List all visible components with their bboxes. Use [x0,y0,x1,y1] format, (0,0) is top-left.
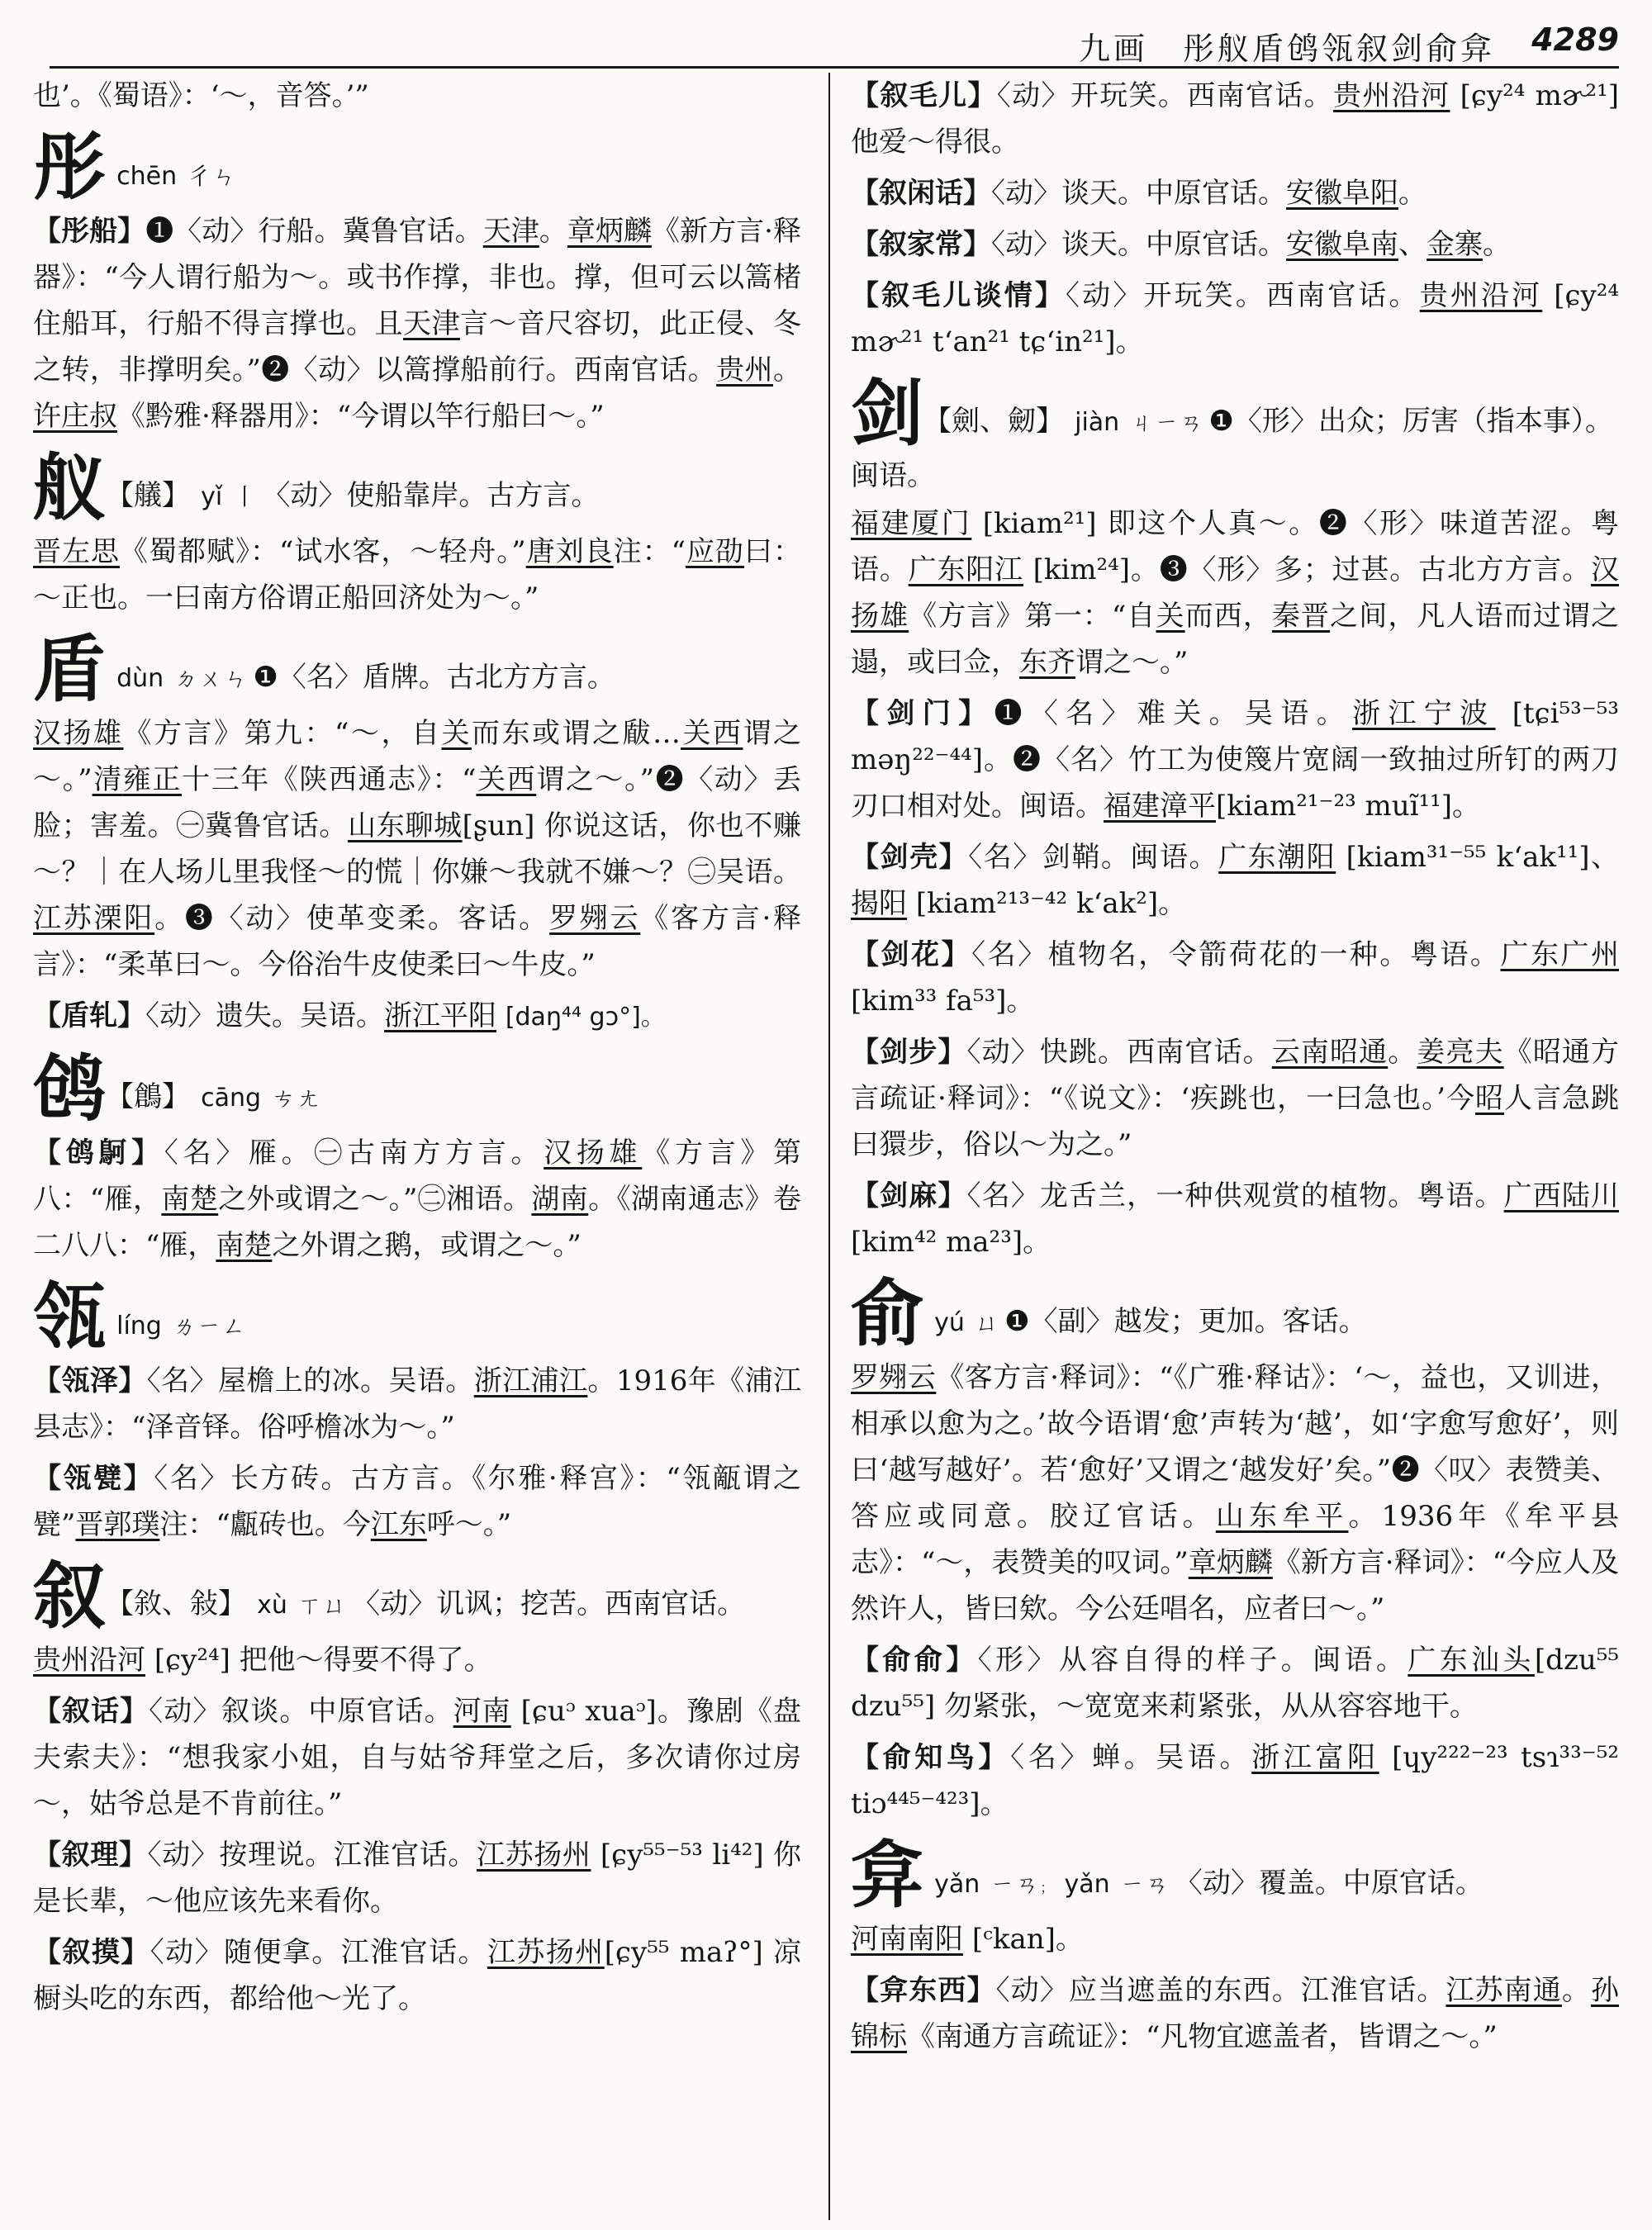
entry-yuyu: 【俞俞】〈形〉从容自得的样子。闽语。广东汕头[dzu⁵⁵ dzu⁵⁵] 勿紧张，～宽宽来莉紧张，从从容容地干。 [851,1644,1619,1723]
headword-yi: 舣【艤】 yǐ 丨 〈动〉使船靠岸。古方言。 [33,444,600,530]
headword-chen: 彤 chēn 彳ㄣ [33,124,238,210]
entry-jianke: 【剑壳】〈名〉剑鞘。闽语。广东潮阳 [kiam³¹⁻⁵⁵ kʻak¹¹]、揭阳 [kiam²¹³⁻⁴² kʻak²]。 [851,841,1619,920]
entry-dunya: 【盾轧】〈动〉遗失。吴语。浙江平阳 [daŋ⁴⁴ gɔ°]。 [33,999,666,1032]
page-header [50,12,1619,69]
entry-chenchuan: 【彤船】❶〈动〉行船。冀鲁官话。天津。章炳麟《新方言·释器》：“今人谓行船为～。或书作撑，非也。撑，但可云以篙楮住船耳，行船不得言撑也。且天津言～音尺容切，此正侵、冬之转，非撑明矣。”❷〈动〉以篙撑船前行。西南官话。贵州。许庄叔《黔雅·释器用》：“今谓以竿行船曰～。” [33,215,801,433]
entry-yu-text: 罗翙云《客方言·释词》：“《广雅·释诂》：‘～，益也，又训进，相承以愈为之。’故今语谓‘愈’声转为‘越’，如‘字愈写愈好’，则曰‘越写越好’。若‘愈好’又谓之‘越发好’矣。”❷〈叹〉表赞美、答应或同意。胶辽官话。山东牟平。1936年《牟平县志》：“～，表赞美的叹词。”章炳麟《新方言·释词》：“今应人及然许人，皆曰欸。今公廷唱名，应者曰～。” [851,1361,1619,1625]
entry-yan-text: 河南南阳 [ᶜkan]。 [851,1923,1084,1956]
entry-cangge: 【鸧鴚】〈名〉雁。㊀古南方方言。汉扬雄《方言》第八：“雁，南楚之外或谓之～。”㊁湘语。湖南。《湖南通志》卷二八八：“雁，南楚之外谓之鹅，或谓之～。” [33,1136,801,1262]
headword-jian: 剑【劍、劒】 jiàn ㄐㄧㄢ ❶〈形〉出众；厉害（指本事）。闽语。 [851,370,1613,492]
headword-xu: 叙【敘、敍】 xù ㄒㄩ 〈动〉讥讽；挖苦。西南官话。 [33,1553,746,1639]
header-section-title: 九画 彤舣盾鸧瓴叙剑俞弇 [1078,31,1495,67]
headword-ling: 瓴 líng ㄌㄧㄥ [33,1274,247,1359]
entry-xumo: 【叙摸】〈动〉随便拿。江淮官话。江苏扬州[ɕy⁵⁵ maʔ°] 凉橱头吃的东西，都给他～光了。 [33,1936,801,2015]
headword-yu: 俞 yú ㄩ ❶〈副〉越发；更加。客话。 [851,1270,1367,1356]
entry-xuli: 【叙理】〈动〉按理说。江淮官话。江苏扬州 [ɕy⁵⁵⁻⁵³ li⁴²] 你是长辈，～他应该先来看你。 [33,1839,801,1918]
entry-jianma: 【剑麻】〈名〉龙舌兰，一种供观赏的植物。粤语。广西陆川 [kim⁴² ma²³]。 [851,1179,1619,1259]
entry-lingpi: 【瓴甓】〈名〉长方砖。古方言。《尔雅·释宫》：“瓴甋谓之甓”晋郭璞注：“甗砖也。今江东呼～。” [33,1462,801,1541]
entry-xumaoer: 【叙毛儿】〈动〉开玩笑。西南官话。贵州沿河 [ɕy²⁴ mɚ²¹] 他爱～得很。 [851,79,1619,159]
entry-jian-text: 福建厦门 [kiam²¹] 即这个人真～。❷〈形〉味道苦涩。粤语。广东阳江 [kim²⁴]。❸〈形〉多；过甚。古北方方言。汉扬雄《方言》第一：“自关而西，秦晋之间，凡人语而过谓之遢，或曰佥，东齐谓之～。” [851,507,1619,679]
entry-lingze: 【瓴泽】〈名〉屋檐上的冰。吴语。浙江浦江。1916年《浦江县志》：“泽音铎。俗呼檐冰为～。” [33,1364,801,1444]
entry-yandongxi: 【弇东西】〈动〉应当遮盖的东西。江淮官话。江苏南通。孙锦标《南通方言疏证》：“凡物宜遮盖者，皆谓之～。” [851,1974,1619,2053]
entry-xuhua: 【叙话】〈动〉叙谈。中原官话。河南 [ɕuᵓ xuaᵓ]。豫剧《盘夫索夫》：“想我家小姐，自与姑爷拜堂之后，多次请你过房～，姑爷总是不肯前往。” [33,1695,801,1820]
headword-dun: 盾 dùn ㄉㄨㄣ ❶〈名〉盾牌。古北方方言。 [33,626,615,712]
entry-xu-text: 贵州沿河 [ɕy²⁴] 把他～得要不得了。 [33,1644,492,1677]
entry-xujiachang: 【叙家常】〈动〉谈天。中原官话。安徽阜南、金寨。 [851,228,1511,261]
entry-jianhua: 【剑花】〈名〉植物名，令箭荷花的一种。粤语。广东广州 [kim³³ fa⁵³]。 [851,938,1619,1018]
headword-cang: 鸧【鶬】 cāng ㄘㄤ [33,1046,322,1132]
entry-jianbu: 【剑步】〈动〉快跳。西南官话。云南昭通。姜亮夫《昭通方言疏证·释词》：“《说文》：‘疾跳也，一曰急也。’今昭人言急跳曰獧步，俗以～为之。” [851,1036,1619,1161]
continued-text: 也’。《蜀语》：‘～，音答。’” [33,79,369,112]
left-column [33,73,801,2220]
right-column [851,73,1619,2220]
column-divider [828,73,830,2220]
page-number: 4289 [1531,21,1619,58]
entry-dun-text: 汉扬雄《方言》第九：“～，自关而东或谓之瞂…关西谓之～。”清雍正十三年《陕西通志》：“关西谓之～。”❷〈动〉丢脸；害羞。㊀冀鲁官话。山东聊城[ʂun] 你说这话，你也不赚～？｜在人场儿里我怪～的慌｜你嫌～我就不嫌～？㊁吴语。江苏溧阳。❸〈动〉使革变柔。客话。罗翙云《客方言·释言》：“柔革曰～。今俗治牛皮使柔曰～牛皮。” [33,717,801,981]
headword-yan: 弇 yǎn ㄧㄢ； yǎn ㄧㄢ 〈动〉覆盖。中原官话。 [851,1832,1483,1918]
entry-yuzhiniao: 【俞知鸟】〈名〉蝉。吴语。浙江富阳 [ɥy²²²⁻²³ tsɿ³³⁻⁵² tiɔ⁴⁴⁵⁻⁴²³]。 [851,1741,1619,1820]
entry-yi-text: 晋左思《蜀都赋》：“试水客，～轻舟。”唐刘良注：“应劭曰：～正也。一曰南方俗谓正船回济处为～。” [33,535,801,614]
entry-xumaoertanqing: 【叙毛儿谈情】〈动〉开玩笑。西南官话。贵州沿河 [ɕy²⁴ mɚ²¹ tʻan²¹ tɕʻin²¹]。 [851,279,1619,358]
entry-jianmen: 【剑门】❶〈名〉难关。吴语。浙江宁波 [tɕi⁵³⁻⁵³ məŋ²²⁻⁴⁴]。❷〈名〉竹工为使篾片宽阔一致抽过所钉的两刀刃口相对处。闽语。福建漳平[kiam²¹⁻²³ muĩ¹¹]。 [851,697,1619,823]
entry-xuxianhua: 【叙闲话】〈动〉谈天。中原官话。安徽阜阳。 [851,177,1427,210]
